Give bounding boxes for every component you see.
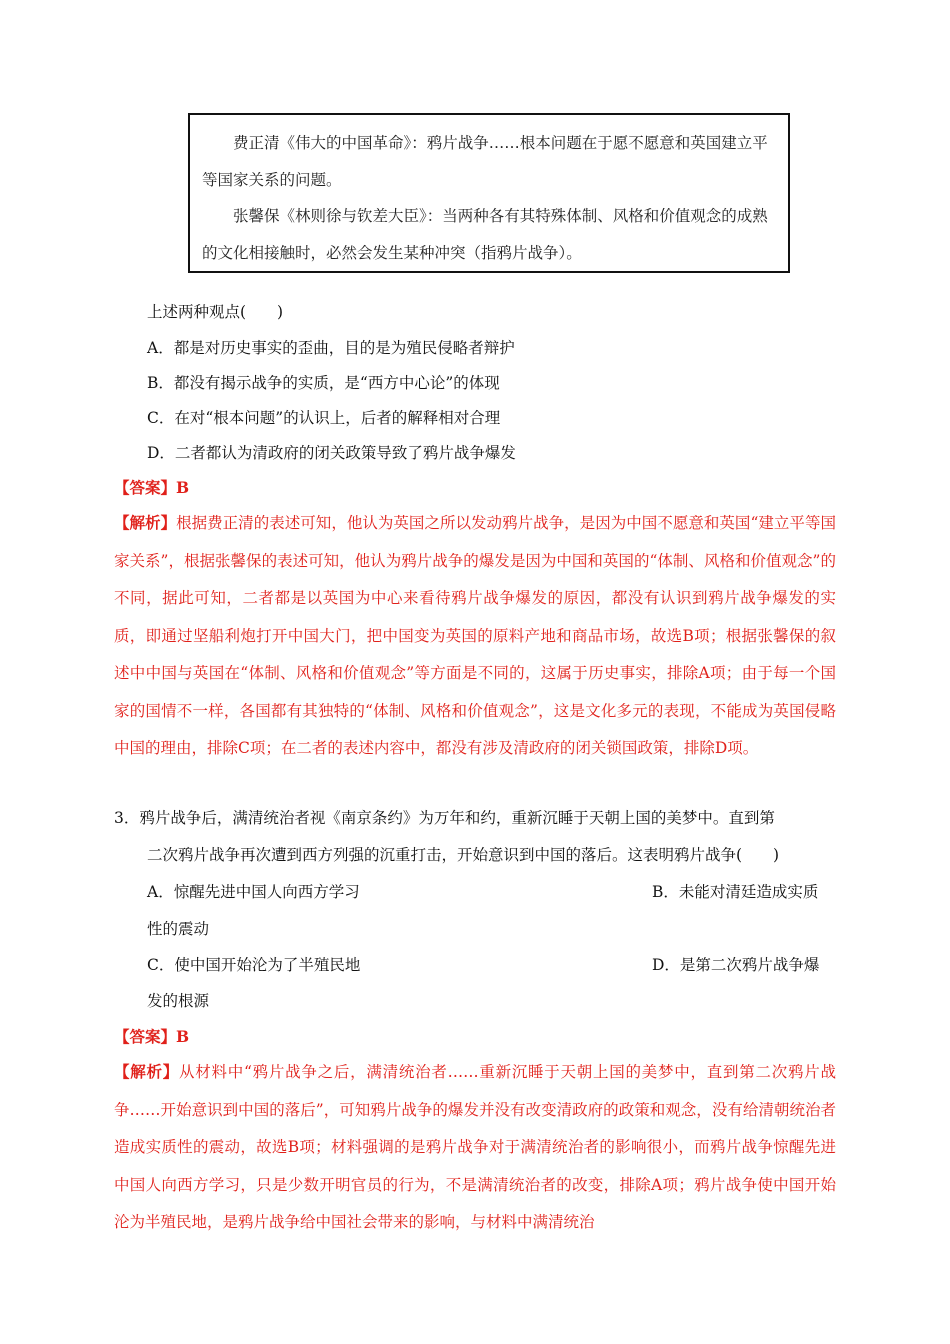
quote-box — [188, 113, 790, 273]
question-3-stem-line-2: 二次鸦片战争再次遭到西方列强的沉重打击，开始意识到中国的落后。这表明鸦片战争( ) — [147, 845, 780, 864]
question-3-stem-line-1: 3．鸦片战争后，满清统治者视《南京条约》为万年和约，重新沉睡于天朝上国的美梦中。直到第 — [114, 809, 775, 827]
question-3-stem — [114, 800, 836, 873]
analysis-q3 — [114, 1053, 836, 1242]
q3-option-a: A．惊醒先进中国人向西方学习 — [147, 883, 360, 901]
analysis-text: 从材料中“鸦片战争之后，满清统治者……重新沉睡于天朝上国的美梦中，直到第二次鸦片战争……开始意识到中国的落后”，可知鸦片战争的爆发并没有改变清政府的政策和观念，没有给清朝统治者造成实质性的震动，故选B项；材料强调的是鸦片战争对于满清统治者的影响很小，而鸦片战争惊醒先进中国人向西方学习，只是少数开明官员的行为，不是满清统治者的改变，排除A项；鸦片战争使中国开始沦为半殖民地，是鸦片战争给中国社会带来的影响，与材料中满清统治 — [114, 1063, 836, 1231]
answer-value: B — [176, 1027, 190, 1046]
analysis-text: 根据费正清的表述可知，他认为英国之所以发动鸦片战争，是因为中国不愿意和英国“建立平等国家关系”，根据张馨保的表述可知，他认为鸦片战争的爆发是因为中国和英国的“体制、风格和价值观念”的不同，据此可知，二者都是以英国为中心来看待鸦片战争爆发的原因，都没有认识到鸦片战争爆发的实质，即通过坚船利炮打开中国大门，把中国变为英国的原料产地和商品市场，故选B项；根据张馨保的叙述中中国与英国在“体制、风格和价值观念”等方面是不同的，这属于历史事实，排除A项；由于每一个国家的国情不一样，各国都有其独特的“体制、风格和价值观念”，这是文化多元的表现，不能成为英国侵略中国的理由，排除C项；在二者的表述内容中，都没有涉及清政府的闭关锁国政策，排除D项。 — [114, 514, 836, 757]
quote-paragraph-1: 费正清《伟大的中国革命》：鸦片战争……根本问题在于愿不愿意和英国建立平等国家关系的问题。 — [202, 134, 768, 189]
question-intro: 上述两种观点( ) — [147, 303, 284, 321]
option-a: A．都是对历史事实的歪曲，目的是为殖民侵略者辩护 — [147, 339, 515, 357]
analysis-label: 【解析】 — [114, 1062, 179, 1081]
q3-option-c: C．使中国开始沦为了半殖民地 — [147, 956, 361, 974]
option-c: C．在对“根本问题”的认识上，后者的解释相对合理 — [147, 409, 501, 427]
answer-label: 【答案】 — [114, 1027, 177, 1046]
q3-option-d-continued: 发的根源 — [147, 992, 210, 1010]
analysis-q2 — [114, 504, 836, 768]
analysis-label: 【解析】 — [114, 513, 177, 532]
answer-line-q3 — [114, 1025, 189, 1047]
q3-option-b-continued: 性的震动 — [147, 920, 210, 938]
q3-option-b: B．未能对清廷造成实质 — [652, 883, 819, 901]
answer-line-q2 — [114, 476, 189, 498]
option-d: D．二者都认为清政府的闭关政策导致了鸦片战争爆发 — [147, 444, 516, 462]
option-b: B．都没有揭示战争的实质，是“西方中心论”的体现 — [147, 374, 500, 392]
answer-value: B — [176, 478, 190, 497]
answer-label: 【答案】 — [114, 478, 177, 497]
quote-paragraph-2: 张馨保《林则徐与钦差大臣》：当两种各有其特殊体制、风格和价值观念的成熟的文化相接触时，必然会发生某种冲突（指鸦片战争）。 — [202, 207, 768, 262]
q3-option-d: D．是第二次鸦片战争爆 — [652, 956, 820, 974]
